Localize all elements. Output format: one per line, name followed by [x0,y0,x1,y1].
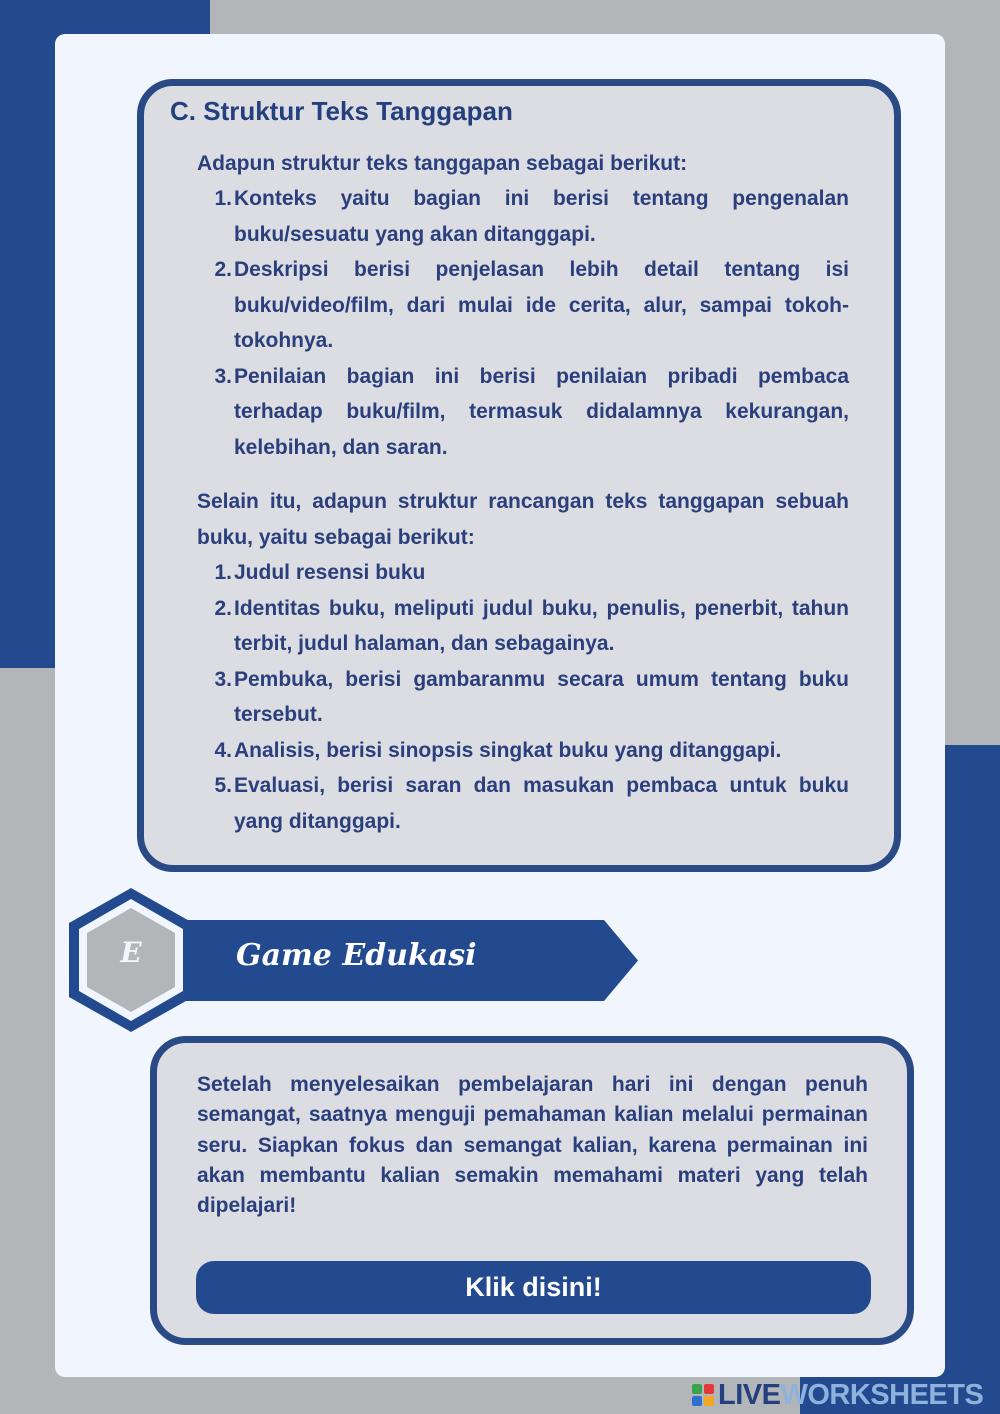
game-description: Setelah menyelesaikan pembelajaran hari ini dengan penuh semangat, saatnya menguji pemahaman kalian melalui permainan seru. Siapkan fokus dan semangat kalian, karena permainan ini akan membantu kalian semakin memahami materi yang telah dipelajari! [197,1073,868,1218]
list-number: 3. [214,364,232,388]
logo-live: LIVE [718,1378,781,1411]
section-c-intro-2: Selain itu, adapun struktur rancangan teks tanggapan sebuah buku, yaitu sebagai berikut: [197,490,849,549]
book-review-structure-list [197,555,849,839]
list-item [197,181,849,252]
list-number: 3. [214,667,232,691]
section-c-title: C. Struktur Teks Tanggapan [170,96,513,126]
list-number: 2. [214,258,232,281]
logo-worksheets: WORKSHEETS [780,1378,984,1411]
list-number: 1. [214,561,232,584]
list-item [197,733,849,769]
list-text: Penilaian bagian ini berisi penilaian pribadi pembaca terhadap buku/film, termasuk didalamnya kekurangan, kelebihan, dan saran. [234,364,849,459]
list-item [197,252,849,359]
list-item [197,359,849,466]
section-e-title: Game Edukasi [236,938,477,973]
list-number: 2. [214,596,232,620]
list-text: Pembuka, berisi gambaranmu secara umum tentang buku tersebut. [234,667,849,726]
list-text: Analisis, berisi sinopsis singkat buku yang ditanggapi. [234,738,782,762]
list-number: 1. [214,187,232,210]
list-text: Deskripsi berisi penjelasan lebih detail tentang isi buku/video/film, dari mulai ide cerita, alur, sampai tokoh-tokohnya. [234,258,849,352]
liveworksheets-logo [692,1378,983,1412]
list-number: 5. [214,774,232,797]
section-c-intro: Adapun struktur teks tanggapan sebagai berikut: [197,152,688,175]
list-item [197,768,849,839]
list-text: Identitas buku, meliputi judul buku, penulis, penerbit, tahun terbit, judul halaman, dan sebagainya. [234,596,849,655]
structure-list [197,181,849,465]
list-item [197,591,849,662]
list-text: Konteks yaitu bagian ini berisi tentang pengenalan buku/sesuatu yang akan ditanggapi. [234,187,849,246]
list-number: 4. [214,738,232,762]
list-item [197,662,849,733]
liveworksheets-icon [692,1384,714,1406]
list-item [197,555,849,591]
list-text: Judul resensi buku [234,561,426,584]
game-link-button[interactable]: Klik disini! [196,1261,871,1314]
section-e-letter: E [120,936,142,969]
list-text: Evaluasi, berisi saran dan masukan pembaca untuk buku yang ditanggapi. [234,774,849,833]
